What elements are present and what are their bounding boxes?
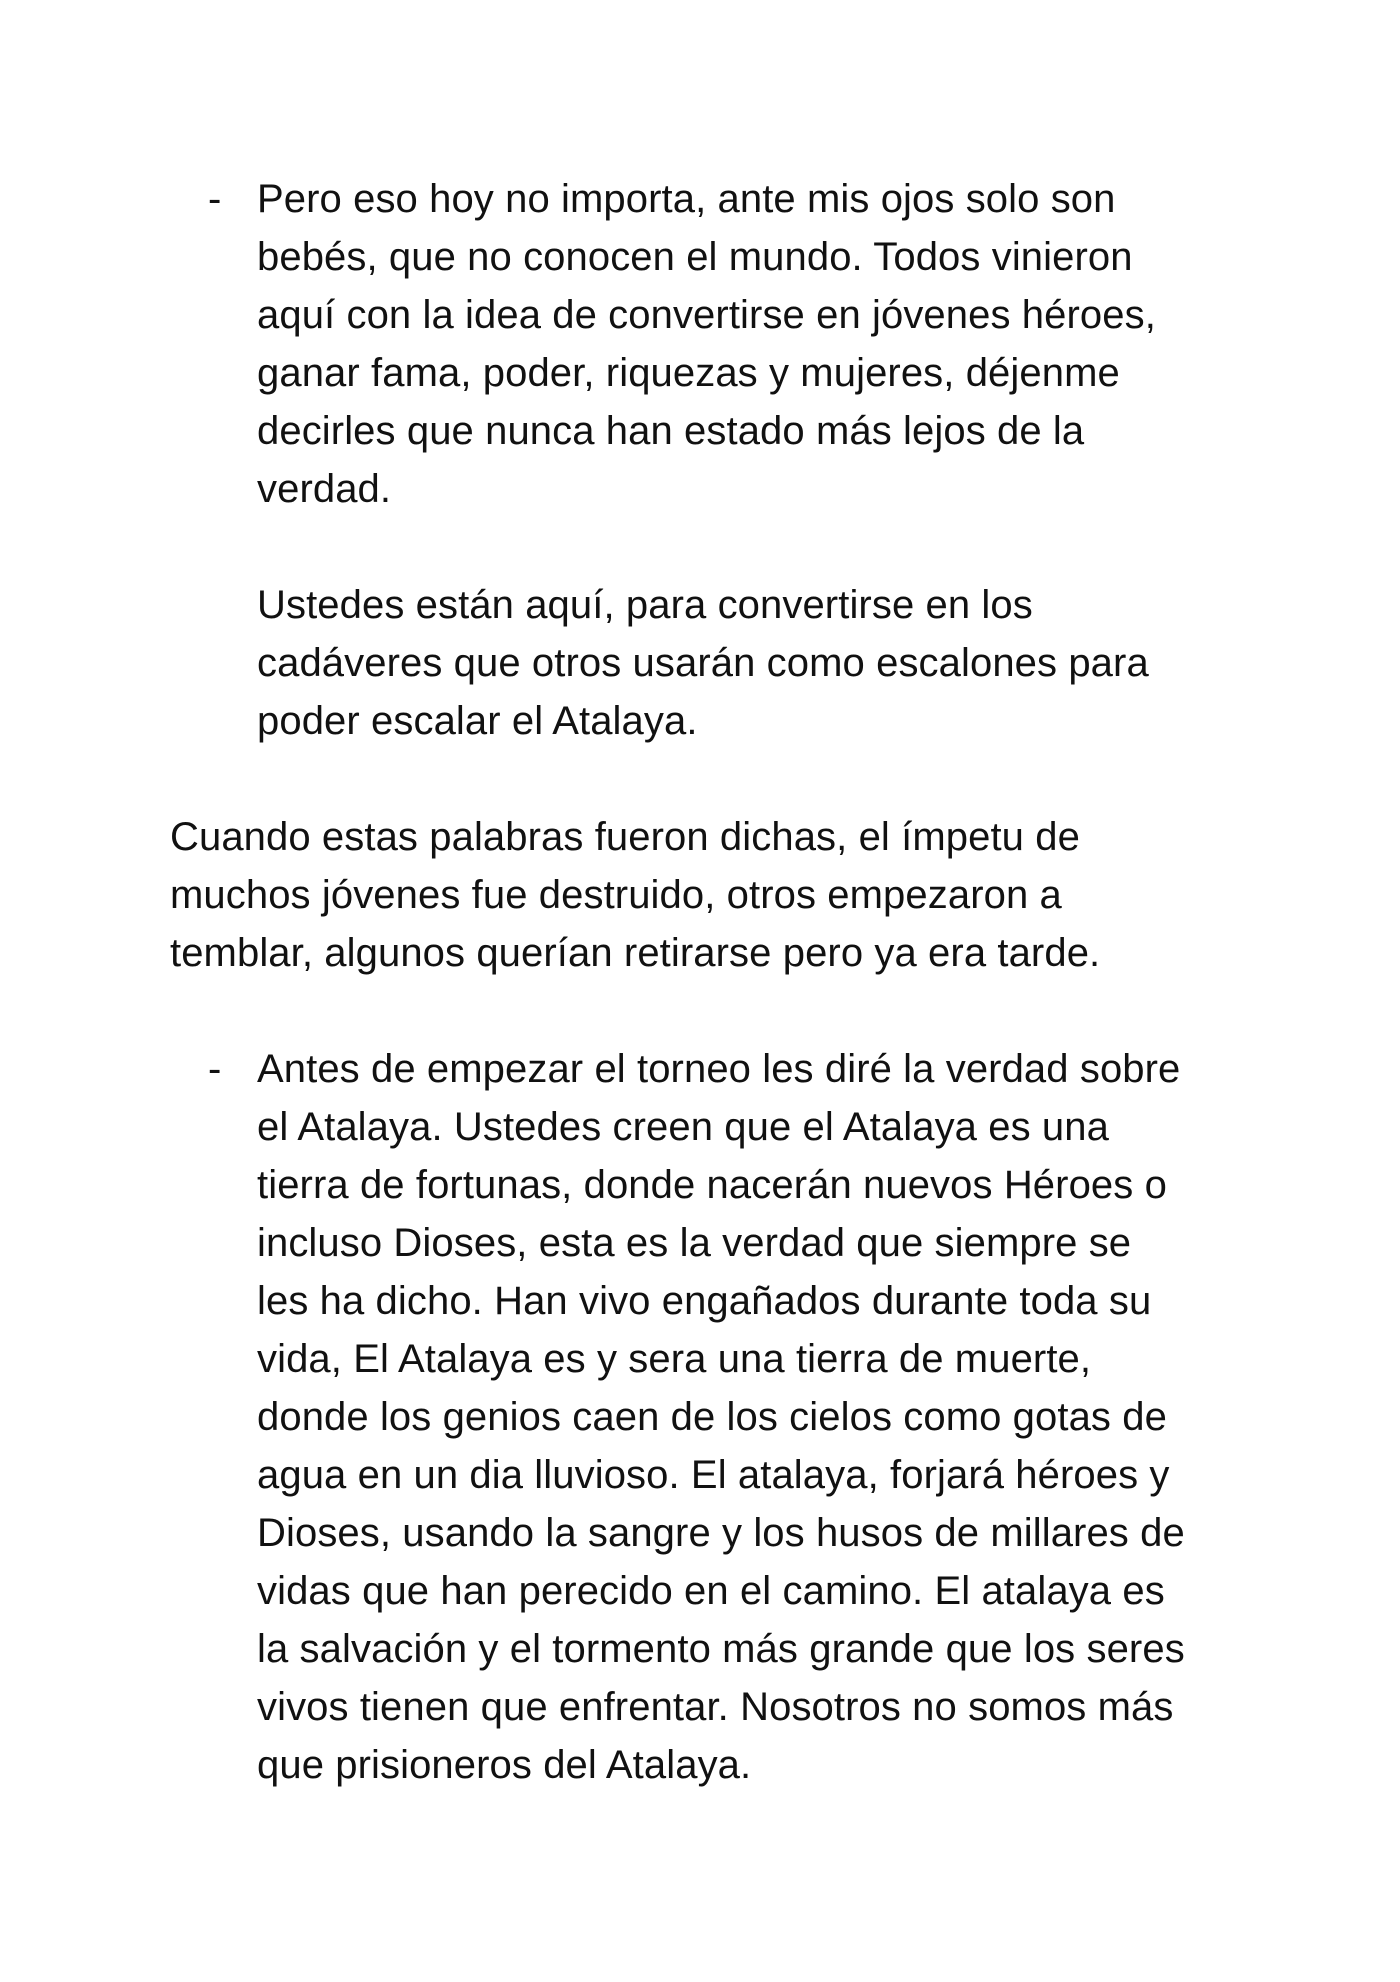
- text-line: verdad.: [257, 467, 392, 511]
- text-line: la salvación y el tormento más grande que los seres: [257, 1627, 1185, 1671]
- text-line: les ha dicho. Han vivo engañados durante toda su: [257, 1279, 1152, 1323]
- text-line: vivos tienen que enfrentar. Nosotros no somos más: [257, 1685, 1174, 1729]
- text-line: temblar, algunos querían retirarse pero ya era tarde.: [170, 931, 1101, 975]
- text-line: agua en un dia lluvioso. El atalaya, forjará héroes y: [257, 1453, 1170, 1497]
- text-line: donde los genios caen de los cielos como gotas de: [257, 1395, 1167, 1439]
- text-line: aquí con la idea de convertirse en jóvenes héroes,: [257, 293, 1156, 337]
- text-line: que prisioneros del Atalaya.: [257, 1743, 752, 1787]
- text-line: vida, El Atalaya es y sera una tierra de muerte,: [257, 1337, 1092, 1381]
- text-line: decirles que nunca han estado más lejos de la: [257, 409, 1085, 453]
- text-line: Antes de empezar el torneo les diré la verdad sobre: [257, 1047, 1181, 1091]
- text-line: poder escalar el Atalaya.: [257, 699, 698, 743]
- text-line: bebés, que no conocen el mundo. Todos vinieron: [257, 235, 1133, 279]
- text-line: Ustedes están aquí, para convertirse en los: [257, 583, 1033, 627]
- text-line: incluso Dioses, esta es la verdad que siempre se: [257, 1221, 1132, 1265]
- text-line: muchos jóvenes fue destruido, otros empezaron a: [170, 873, 1062, 917]
- text-line: el Atalaya. Ustedes creen que el Atalaya es una: [257, 1105, 1109, 1149]
- bullet-dash: -: [208, 1047, 222, 1091]
- text-line: Cuando estas palabras fueron dichas, el ímpetu de: [170, 815, 1080, 859]
- text-line: Pero eso hoy no importa, ante mis ojos solo son: [257, 177, 1116, 221]
- text-line: Dioses, usando la sangre y los husos de millares de: [257, 1511, 1185, 1555]
- text-line: ganar fama, poder, riquezas y mujeres, déjenme: [257, 351, 1120, 395]
- text-line: tierra de fortunas, donde nacerán nuevos Héroes o: [257, 1163, 1167, 1207]
- text-line: cadáveres que otros usarán como escalones para: [257, 641, 1149, 685]
- bullet-dash: -: [208, 177, 222, 221]
- text-line: vidas que han perecido en el camino. El atalaya es: [257, 1569, 1165, 1613]
